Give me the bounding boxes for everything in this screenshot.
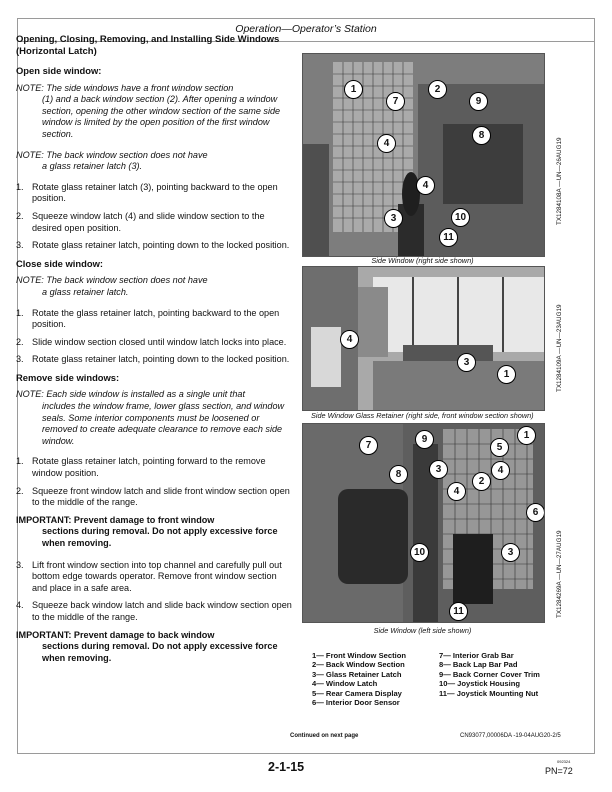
figure-code: TX1284108A —UN—26AUG19 [556, 137, 563, 225]
callout: 1 [517, 426, 536, 445]
callout: 4 [416, 176, 435, 195]
photo-side-window-left [302, 423, 545, 623]
close-step: 2. Slide window section closed until window latch locks into place. [16, 336, 287, 347]
open-heading: Open side window: [16, 65, 102, 76]
callout: 6 [526, 503, 545, 522]
close-step: 1. Rotate the glass retainer latch, pointing backward to the open position. [16, 307, 280, 330]
section-title: Opening, Closing, Removing, and Installing Side Windows (Horizontal Latch) [16, 34, 280, 57]
open-step: 1. Rotate glass retainer latch (3), pointing backward to the open position. [16, 181, 278, 204]
close-heading: Close side window: [16, 257, 103, 269]
legend-item: 6— Interior Door Sensor [312, 698, 400, 708]
callout: 3 [429, 460, 448, 479]
callout: 10 [410, 543, 429, 562]
callout: 11 [439, 228, 458, 247]
figure-caption: Side Window Glass Retainer (right side, front window section shown) [311, 411, 534, 420]
callout: 4 [340, 330, 359, 349]
callout: 7 [386, 92, 405, 111]
callout: 11 [449, 602, 468, 621]
legend-item: 10— Joystick Housing [439, 679, 521, 689]
callout: 8 [472, 126, 491, 145]
callout: 2 [428, 80, 447, 99]
photo-illustration [303, 424, 544, 622]
photo-illustration [303, 54, 544, 256]
open-note-1: NOTE: The side windows have a front window section (1) and a back window section (2). After opening a window section, opening the other window section of the same side window is limited by the open position of the first window section. [16, 82, 281, 139]
pn-number: PN=72 [545, 766, 573, 776]
callout: 10 [451, 208, 470, 227]
open-step: 2. Squeeze window latch (4) and slide window section to the desired open position. [16, 210, 265, 233]
callout: 4 [447, 482, 466, 501]
callout: 9 [469, 92, 488, 111]
legend-item: 7— Interior Grab Bar [439, 651, 514, 660]
small-code: 092324 [557, 759, 571, 764]
remove-note: NOTE: Each side window is installed as a single unit that includes the window frame, lower glass section, and window seals. Some interior components must be loosened or removed to create adequate clearance to remove each side window. [16, 389, 285, 446]
remove-heading: Remove side windows: [16, 371, 120, 383]
page-header: Operation—Operator’s Station [235, 23, 377, 35]
open-step: 3. Rotate glass retainer latch, pointing down to the locked position. [16, 240, 290, 251]
photo-glass-retainer [302, 266, 545, 411]
callout: 3 [457, 353, 476, 372]
legend-right [439, 651, 540, 698]
callout: 4 [491, 461, 510, 480]
callout: 4 [377, 134, 396, 153]
legend-item: 9— Back Corner Cover Trim [439, 669, 540, 679]
reference-code: CN93077,00006DA -19-04AUG20-2/5 [460, 733, 561, 739]
legend-item: 2— Back Window Section [312, 660, 405, 670]
figure-caption: Side Window (right side shown) [371, 256, 474, 265]
legend-item: 1— Front Window Section [312, 651, 407, 660]
instructions-column [16, 34, 294, 674]
callout: 7 [359, 436, 378, 455]
photo-side-window-right [302, 53, 545, 257]
figure-code: TX1284269A —UN—27AUG19 [556, 530, 563, 618]
callout: 3 [384, 209, 403, 228]
figure-caption: Side Window (left side shown) [373, 626, 472, 635]
legend-item: 4— Window Latch [312, 679, 378, 689]
callout: 9 [415, 430, 434, 449]
callout: 1 [497, 365, 516, 384]
important-notice: IMPORTANT: Prevent damage to back window sections during removal. Do not apply excessive force when removing. [16, 629, 278, 663]
important-notice: IMPORTANT: Prevent damage to front window sections during removal. Do not apply excessive force when removing. [16, 514, 278, 548]
page-number: 2-1-15 [268, 760, 305, 774]
callout: 8 [389, 465, 408, 484]
close-note: NOTE: The back window section does not have a glass retainer latch. [16, 275, 208, 297]
legend-item: 11— Joystick Mounting Nut [439, 688, 539, 698]
remove-step: 3. Lift front window section into top channel and carefully pull out bottom edge towards operator. Remove front window section and place in a safe area. [16, 559, 282, 593]
callout: 5 [490, 438, 509, 457]
remove-step: 4. Squeeze back window latch and slide back window section open to the middle of the range. [16, 600, 292, 622]
continued-note: Continued on next page [290, 733, 359, 739]
legend-item: 5— Rear Camera Display [312, 688, 402, 698]
close-step: 3. Rotate glass retainer latch, pointing down to the locked position. [16, 354, 290, 365]
remove-step: 2. Squeeze front window latch and slide front window section open to the middle of the range. [16, 485, 290, 508]
legend-item: 3— Glass Retainer Latch [312, 669, 402, 679]
callout: 1 [344, 80, 363, 99]
callout: 3 [501, 543, 520, 562]
open-note-2: NOTE: The back window section does not have a glass retainer latch (3). [16, 149, 208, 172]
remove-step: 1. Rotate glass retainer latch, pointing forward to the remove window position. [16, 456, 266, 479]
callout: 2 [472, 472, 491, 491]
legend-left [312, 651, 406, 707]
figure-code: TX1284109A —UN—23AUG19 [556, 304, 563, 392]
legend-item: 8— Back Lap Bar Pad [439, 660, 518, 670]
